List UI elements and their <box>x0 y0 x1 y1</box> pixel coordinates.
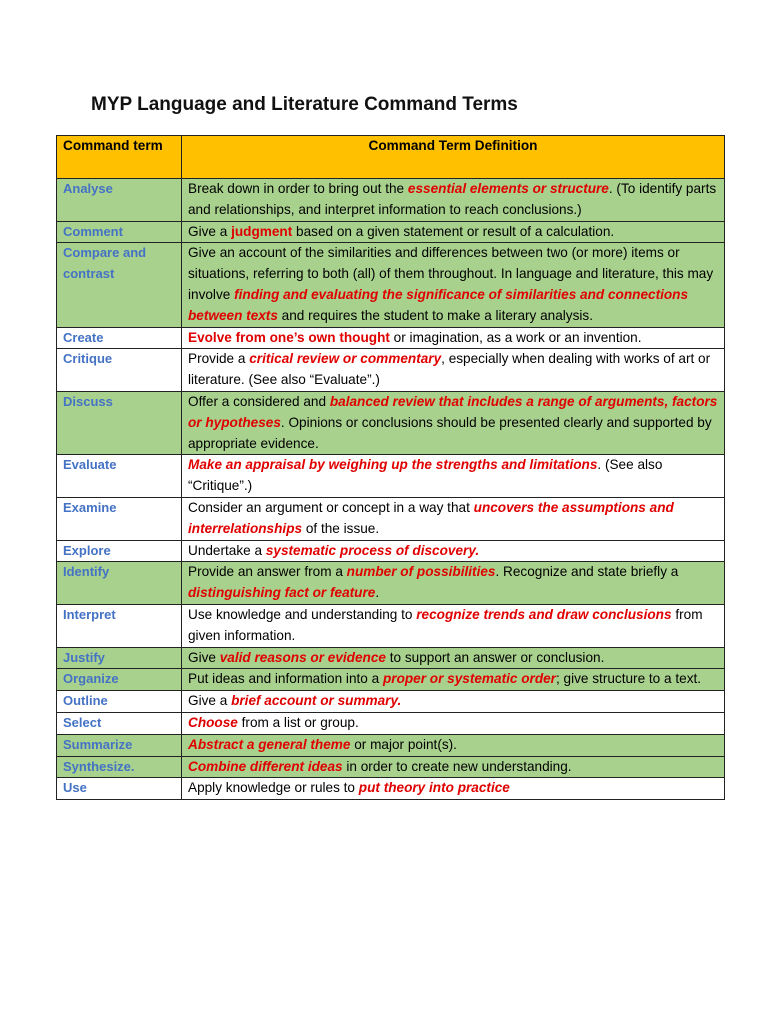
term-definition <box>182 497 725 540</box>
table-row <box>57 562 725 605</box>
definition-text: . <box>375 585 380 601</box>
definition-text: in order to create new understanding. <box>342 758 572 774</box>
header-definition: Command Term Definition <box>182 136 725 179</box>
table-row <box>57 712 725 734</box>
definition-text: Put ideas and information into a <box>188 671 383 687</box>
definition-text: from given information. <box>188 606 703 643</box>
table-row <box>57 778 725 800</box>
highlighted-phrase: recognize trends and draw conclusions <box>416 606 672 622</box>
term-definition <box>182 179 725 222</box>
table-body <box>57 179 725 800</box>
definition-text: Offer a considered and <box>188 393 330 409</box>
table-row <box>57 243 725 327</box>
command-terms-table <box>56 135 725 800</box>
table-row <box>57 669 725 691</box>
command-term: Outline <box>57 691 182 713</box>
command-term: Use <box>57 778 182 800</box>
command-term: Analyse <box>57 179 182 222</box>
definition-text: based on a given statement or result of a calculation. <box>292 223 615 239</box>
term-definition <box>182 756 725 778</box>
table-row <box>57 691 725 713</box>
definition-text: . Opinions or conclusions should be presented clearly and supported by appropriate evidence. <box>188 414 712 451</box>
command-term: Examine <box>57 497 182 540</box>
term-definition <box>182 349 725 392</box>
definition-text: Undertake a <box>188 542 266 558</box>
definition-text: . (To identify parts and relationships, and interpret information to reach conclusions.) <box>188 181 717 217</box>
definition-text: , especially when dealing with works of art or literature. (See also “Evaluate”.) <box>188 351 711 388</box>
table-row <box>57 327 725 349</box>
command-term: Interpret <box>57 604 182 647</box>
command-term: Select <box>57 712 182 734</box>
header-command-term: Command term <box>57 136 182 179</box>
term-definition <box>182 221 725 243</box>
table-row <box>57 179 725 222</box>
term-definition <box>182 712 725 734</box>
term-definition <box>182 691 725 713</box>
definition-text: and requires the student to make a literary analysis. <box>277 307 593 323</box>
highlighted-phrase: judgment <box>231 223 293 239</box>
definition-text: or imagination, as a work or an invention. <box>389 329 642 345</box>
term-definition <box>182 391 725 454</box>
table-row <box>57 540 725 562</box>
definition-text: of the issue. <box>302 520 380 536</box>
highlighted-phrase: finding and evaluating the significance of similarities and connections between texts <box>188 286 689 323</box>
command-term: Create <box>57 327 182 349</box>
highlighted-phrase: essential elements or structure <box>407 181 609 196</box>
command-term: Compare and contrast <box>57 243 182 327</box>
highlighted-phrase: number of possibilities <box>346 564 496 580</box>
command-term: Identify <box>57 562 182 605</box>
definition-text: Give an account of the similarities and differences between two (or more) items or situations, referring to both (all) of them throughout. In language and literature, this may involve <box>188 245 714 302</box>
command-term: Synthesize. <box>57 756 182 778</box>
highlighted-phrase: Evolve from one’s own thought <box>188 329 390 345</box>
highlighted-phrase: balanced review that includes a range of arguments, factors or hypotheses <box>188 393 718 430</box>
command-term: Discuss <box>57 391 182 454</box>
term-definition <box>182 734 725 756</box>
term-definition <box>182 243 725 327</box>
table-row <box>57 647 725 669</box>
table-row <box>57 221 725 243</box>
definition-text: . Recognize and state briefly a <box>495 564 679 580</box>
term-definition <box>182 669 725 691</box>
highlighted-phrase: Make an appraisal by weighing up the strengths and limitations <box>188 457 598 473</box>
command-term: Evaluate <box>57 455 182 498</box>
definition-text: Use knowledge and understanding to <box>188 606 417 622</box>
definition-text: Give a <box>188 223 232 239</box>
term-definition <box>182 540 725 562</box>
definition-text: Provide a <box>188 351 250 367</box>
table-header-row <box>57 136 725 179</box>
highlighted-phrase: put theory into practice <box>358 780 510 796</box>
definition-text: ; give structure to a text. <box>555 671 702 687</box>
highlighted-phrase: Abstract a general theme <box>188 736 351 752</box>
definition-text: Apply knowledge or rules to <box>188 780 359 796</box>
command-term: Explore <box>57 540 182 562</box>
command-term: Comment <box>57 221 182 243</box>
definition-text: or major point(s). <box>350 736 457 752</box>
term-definition <box>182 778 725 800</box>
definition-text: Give a <box>188 693 232 709</box>
definition-text: to support an answer or conclusion. <box>385 649 605 665</box>
highlighted-phrase: uncovers the assumptions and interrelationships <box>188 499 674 536</box>
definition-text: Give <box>188 649 220 665</box>
table-row <box>57 391 725 454</box>
definition-text: . (See also “Critique”.) <box>188 457 663 494</box>
command-term: Critique <box>57 349 182 392</box>
table-row <box>57 734 725 756</box>
highlighted-phrase: valid reasons or evidence <box>219 649 386 665</box>
definition-text: Break down in order to bring out the <box>188 181 408 196</box>
definition-text: Provide an answer from a <box>188 564 347 580</box>
table-row <box>57 349 725 392</box>
highlighted-phrase: Choose <box>188 714 238 730</box>
table-row <box>57 497 725 540</box>
term-definition <box>182 562 725 605</box>
command-term: Justify <box>57 647 182 669</box>
command-term: Summarize <box>57 734 182 756</box>
term-definition <box>182 327 725 349</box>
page-title: MYP Language and Literature Command Terms <box>91 94 518 115</box>
table-row <box>57 604 725 647</box>
command-term: Organize <box>57 669 182 691</box>
table-row <box>57 455 725 498</box>
highlighted-phrase: brief account or summary. <box>231 693 402 709</box>
highlighted-phrase: Combine different ideas <box>188 758 343 774</box>
definition-text: from a list or group. <box>237 714 359 730</box>
highlighted-phrase: critical review or commentary <box>249 351 442 367</box>
highlighted-phrase: distinguishing fact or feature <box>188 585 376 601</box>
table-row <box>57 756 725 778</box>
highlighted-phrase: proper or systematic order <box>382 671 556 687</box>
term-definition <box>182 604 725 647</box>
term-definition <box>182 647 725 669</box>
definition-text: Consider an argument or concept in a way that <box>188 499 474 515</box>
highlighted-phrase: systematic process of discovery. <box>265 542 480 558</box>
term-definition <box>182 455 725 498</box>
